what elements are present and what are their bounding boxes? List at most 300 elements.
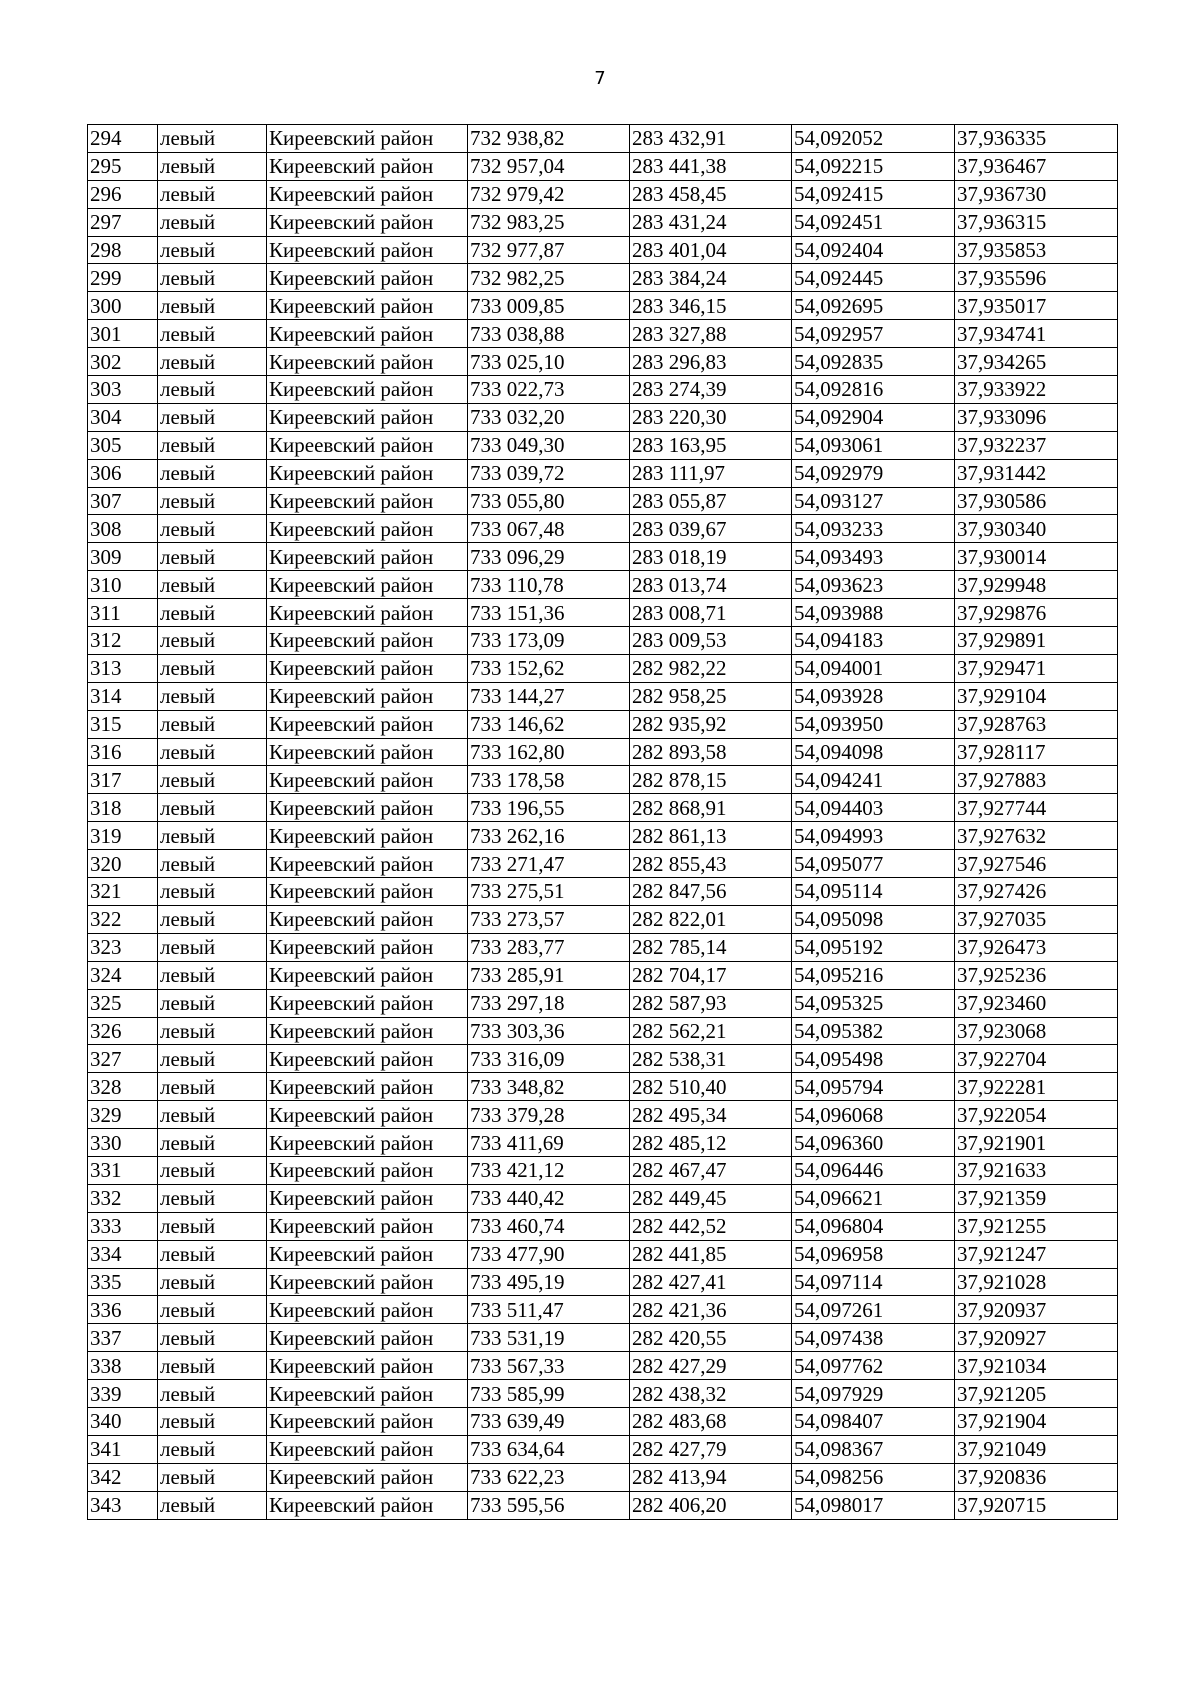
- latitude-cell: 54,093988: [792, 599, 955, 627]
- longitude-cell: 37,931442: [955, 459, 1118, 487]
- table-row: [88, 1156, 1118, 1184]
- longitude-cell: 37,927426: [955, 878, 1118, 906]
- table-row: [88, 1435, 1118, 1463]
- longitude-cell: 37,920836: [955, 1463, 1118, 1491]
- side-cell: левый: [158, 1240, 267, 1268]
- district-cell: Киреевский район: [267, 738, 468, 766]
- latitude-cell: 54,096958: [792, 1240, 955, 1268]
- x-coordinate-cell: 733 595,56: [468, 1491, 630, 1519]
- table-body: [88, 125, 1118, 1520]
- district-cell: Киреевский район: [267, 1268, 468, 1296]
- table-row: [88, 905, 1118, 933]
- table-row: [88, 1045, 1118, 1073]
- side-cell: левый: [158, 1352, 267, 1380]
- longitude-cell: 37,921359: [955, 1184, 1118, 1212]
- longitude-cell: 37,929104: [955, 682, 1118, 710]
- point-number-cell: 324: [88, 961, 158, 989]
- point-number-cell: 320: [88, 850, 158, 878]
- x-coordinate-cell: 733 411,69: [468, 1129, 630, 1157]
- side-cell: левый: [158, 152, 267, 180]
- side-cell: левый: [158, 403, 267, 431]
- table-row: [88, 1380, 1118, 1408]
- longitude-cell: 37,934741: [955, 320, 1118, 348]
- x-coordinate-cell: 733 639,49: [468, 1407, 630, 1435]
- side-cell: левый: [158, 961, 267, 989]
- table-row: [88, 543, 1118, 571]
- latitude-cell: 54,095382: [792, 1017, 955, 1045]
- longitude-cell: 37,932237: [955, 431, 1118, 459]
- side-cell: левый: [158, 1380, 267, 1408]
- latitude-cell: 54,093623: [792, 571, 955, 599]
- table-row: [88, 515, 1118, 543]
- latitude-cell: 54,093493: [792, 543, 955, 571]
- side-cell: левый: [158, 487, 267, 515]
- point-number-cell: 306: [88, 459, 158, 487]
- longitude-cell: 37,923068: [955, 1017, 1118, 1045]
- y-coordinate-cell: 282 785,14: [630, 933, 792, 961]
- latitude-cell: 54,092052: [792, 125, 955, 153]
- table-row: [88, 599, 1118, 627]
- y-coordinate-cell: 282 495,34: [630, 1101, 792, 1129]
- district-cell: Киреевский район: [267, 627, 468, 655]
- latitude-cell: 54,092904: [792, 403, 955, 431]
- point-number-cell: 332: [88, 1184, 158, 1212]
- district-cell: Киреевский район: [267, 599, 468, 627]
- district-cell: Киреевский район: [267, 1240, 468, 1268]
- x-coordinate-cell: 733 096,29: [468, 543, 630, 571]
- point-number-cell: 328: [88, 1073, 158, 1101]
- district-cell: Киреевский район: [267, 682, 468, 710]
- table-row: [88, 766, 1118, 794]
- longitude-cell: 37,921028: [955, 1268, 1118, 1296]
- latitude-cell: 54,092404: [792, 236, 955, 264]
- district-cell: Киреевский район: [267, 1352, 468, 1380]
- latitude-cell: 54,096068: [792, 1101, 955, 1129]
- table-row: [88, 1212, 1118, 1240]
- table-row: [88, 264, 1118, 292]
- table-row: [88, 738, 1118, 766]
- table-row: [88, 1463, 1118, 1491]
- y-coordinate-cell: 282 413,94: [630, 1463, 792, 1491]
- y-coordinate-cell: 283 009,53: [630, 627, 792, 655]
- district-cell: Киреевский район: [267, 1407, 468, 1435]
- side-cell: левый: [158, 989, 267, 1017]
- longitude-cell: 37,921205: [955, 1380, 1118, 1408]
- side-cell: левый: [158, 236, 267, 264]
- x-coordinate-cell: 733 283,77: [468, 933, 630, 961]
- side-cell: левый: [158, 850, 267, 878]
- longitude-cell: 37,936467: [955, 152, 1118, 180]
- longitude-cell: 37,929948: [955, 571, 1118, 599]
- latitude-cell: 54,098367: [792, 1435, 955, 1463]
- latitude-cell: 54,092957: [792, 320, 955, 348]
- table-row: [88, 431, 1118, 459]
- district-cell: Киреевский район: [267, 766, 468, 794]
- district-cell: Киреевский район: [267, 933, 468, 961]
- district-cell: Киреевский район: [267, 905, 468, 933]
- district-cell: Киреевский район: [267, 515, 468, 543]
- district-cell: Киреевский район: [267, 822, 468, 850]
- table-row: [88, 487, 1118, 515]
- side-cell: левый: [158, 1463, 267, 1491]
- longitude-cell: 37,935853: [955, 236, 1118, 264]
- x-coordinate-cell: 733 477,90: [468, 1240, 630, 1268]
- point-number-cell: 312: [88, 627, 158, 655]
- district-cell: Киреевский район: [267, 1491, 468, 1519]
- table-row: [88, 794, 1118, 822]
- point-number-cell: 341: [88, 1435, 158, 1463]
- latitude-cell: 54,095216: [792, 961, 955, 989]
- table-row: [88, 376, 1118, 404]
- y-coordinate-cell: 282 427,29: [630, 1352, 792, 1380]
- district-cell: Киреевский район: [267, 125, 468, 153]
- x-coordinate-cell: 732 983,25: [468, 208, 630, 236]
- latitude-cell: 54,095325: [792, 989, 955, 1017]
- latitude-cell: 54,097762: [792, 1352, 955, 1380]
- district-cell: Киреевский район: [267, 710, 468, 738]
- side-cell: левый: [158, 264, 267, 292]
- x-coordinate-cell: 733 173,09: [468, 627, 630, 655]
- district-cell: Киреевский район: [267, 1435, 468, 1463]
- point-number-cell: 327: [88, 1045, 158, 1073]
- point-number-cell: 317: [88, 766, 158, 794]
- point-number-cell: 297: [88, 208, 158, 236]
- y-coordinate-cell: 282 510,40: [630, 1073, 792, 1101]
- longitude-cell: 37,921904: [955, 1407, 1118, 1435]
- point-number-cell: 330: [88, 1129, 158, 1157]
- table-row: [88, 989, 1118, 1017]
- latitude-cell: 54,094098: [792, 738, 955, 766]
- y-coordinate-cell: 283 346,15: [630, 292, 792, 320]
- x-coordinate-cell: 733 460,74: [468, 1212, 630, 1240]
- y-coordinate-cell: 283 432,91: [630, 125, 792, 153]
- district-cell: Киреевский район: [267, 1101, 468, 1129]
- x-coordinate-cell: 733 196,55: [468, 794, 630, 822]
- longitude-cell: 37,921901: [955, 1129, 1118, 1157]
- district-cell: Киреевский район: [267, 431, 468, 459]
- side-cell: левый: [158, 1184, 267, 1212]
- side-cell: левый: [158, 515, 267, 543]
- y-coordinate-cell: 283 441,38: [630, 152, 792, 180]
- longitude-cell: 37,936730: [955, 180, 1118, 208]
- longitude-cell: 37,921034: [955, 1352, 1118, 1380]
- x-coordinate-cell: 733 152,62: [468, 654, 630, 682]
- latitude-cell: 54,093127: [792, 487, 955, 515]
- x-coordinate-cell: 732 938,82: [468, 125, 630, 153]
- x-coordinate-cell: 733 622,23: [468, 1463, 630, 1491]
- point-number-cell: 308: [88, 515, 158, 543]
- x-coordinate-cell: 733 271,47: [468, 850, 630, 878]
- point-number-cell: 296: [88, 180, 158, 208]
- latitude-cell: 54,095192: [792, 933, 955, 961]
- longitude-cell: 37,921633: [955, 1156, 1118, 1184]
- side-cell: левый: [158, 794, 267, 822]
- district-cell: Киреевский район: [267, 487, 468, 515]
- latitude-cell: 54,097929: [792, 1380, 955, 1408]
- y-coordinate-cell: 283 296,83: [630, 348, 792, 376]
- side-cell: левый: [158, 822, 267, 850]
- x-coordinate-cell: 733 303,36: [468, 1017, 630, 1045]
- table-row: [88, 961, 1118, 989]
- y-coordinate-cell: 282 704,17: [630, 961, 792, 989]
- side-cell: левый: [158, 1045, 267, 1073]
- x-coordinate-cell: 733 273,57: [468, 905, 630, 933]
- point-number-cell: 334: [88, 1240, 158, 1268]
- latitude-cell: 54,095114: [792, 878, 955, 906]
- district-cell: Киреевский район: [267, 376, 468, 404]
- point-number-cell: 343: [88, 1491, 158, 1519]
- y-coordinate-cell: 283 220,30: [630, 403, 792, 431]
- point-number-cell: 333: [88, 1212, 158, 1240]
- side-cell: левый: [158, 459, 267, 487]
- latitude-cell: 54,092215: [792, 152, 955, 180]
- latitude-cell: 54,092979: [792, 459, 955, 487]
- y-coordinate-cell: 282 421,36: [630, 1296, 792, 1324]
- district-cell: Киреевский район: [267, 1184, 468, 1212]
- y-coordinate-cell: 282 449,45: [630, 1184, 792, 1212]
- longitude-cell: 37,928763: [955, 710, 1118, 738]
- side-cell: левый: [158, 1435, 267, 1463]
- point-number-cell: 316: [88, 738, 158, 766]
- latitude-cell: 54,093061: [792, 431, 955, 459]
- y-coordinate-cell: 283 055,87: [630, 487, 792, 515]
- point-number-cell: 323: [88, 933, 158, 961]
- district-cell: Киреевский район: [267, 794, 468, 822]
- y-coordinate-cell: 282 893,58: [630, 738, 792, 766]
- side-cell: левый: [158, 543, 267, 571]
- side-cell: левый: [158, 1407, 267, 1435]
- point-number-cell: 299: [88, 264, 158, 292]
- x-coordinate-cell: 733 146,62: [468, 710, 630, 738]
- district-cell: Киреевский район: [267, 961, 468, 989]
- district-cell: Киреевский район: [267, 571, 468, 599]
- table-row: [88, 1101, 1118, 1129]
- x-coordinate-cell: 733 297,18: [468, 989, 630, 1017]
- side-cell: левый: [158, 933, 267, 961]
- y-coordinate-cell: 282 822,01: [630, 905, 792, 933]
- longitude-cell: 37,921247: [955, 1240, 1118, 1268]
- longitude-cell: 37,921049: [955, 1435, 1118, 1463]
- table-row: [88, 627, 1118, 655]
- x-coordinate-cell: 733 531,19: [468, 1324, 630, 1352]
- point-number-cell: 331: [88, 1156, 158, 1184]
- district-cell: Киреевский район: [267, 543, 468, 571]
- table-row: [88, 208, 1118, 236]
- point-number-cell: 295: [88, 152, 158, 180]
- longitude-cell: 37,920937: [955, 1296, 1118, 1324]
- y-coordinate-cell: 282 467,47: [630, 1156, 792, 1184]
- district-cell: Киреевский район: [267, 878, 468, 906]
- x-coordinate-cell: 733 110,78: [468, 571, 630, 599]
- y-coordinate-cell: 283 008,71: [630, 599, 792, 627]
- table-row: [88, 403, 1118, 431]
- latitude-cell: 54,098407: [792, 1407, 955, 1435]
- y-coordinate-cell: 282 441,85: [630, 1240, 792, 1268]
- latitude-cell: 54,094241: [792, 766, 955, 794]
- side-cell: левый: [158, 599, 267, 627]
- longitude-cell: 37,927883: [955, 766, 1118, 794]
- y-coordinate-cell: 282 562,21: [630, 1017, 792, 1045]
- table-row: [88, 1073, 1118, 1101]
- x-coordinate-cell: 733 025,10: [468, 348, 630, 376]
- point-number-cell: 311: [88, 599, 158, 627]
- y-coordinate-cell: 282 587,93: [630, 989, 792, 1017]
- point-number-cell: 300: [88, 292, 158, 320]
- table-row: [88, 878, 1118, 906]
- point-number-cell: 318: [88, 794, 158, 822]
- table-row: [88, 1296, 1118, 1324]
- latitude-cell: 54,093233: [792, 515, 955, 543]
- side-cell: левый: [158, 208, 267, 236]
- table-row: [88, 152, 1118, 180]
- y-coordinate-cell: 283 039,67: [630, 515, 792, 543]
- table-row: [88, 1184, 1118, 1212]
- longitude-cell: 37,928117: [955, 738, 1118, 766]
- longitude-cell: 37,929891: [955, 627, 1118, 655]
- latitude-cell: 54,092445: [792, 264, 955, 292]
- longitude-cell: 37,921255: [955, 1212, 1118, 1240]
- district-cell: Киреевский район: [267, 1129, 468, 1157]
- y-coordinate-cell: 283 431,24: [630, 208, 792, 236]
- district-cell: Киреевский район: [267, 1045, 468, 1073]
- latitude-cell: 54,098017: [792, 1491, 955, 1519]
- y-coordinate-cell: 282 868,91: [630, 794, 792, 822]
- district-cell: Киреевский район: [267, 208, 468, 236]
- longitude-cell: 37,936335: [955, 125, 1118, 153]
- y-coordinate-cell: 282 438,32: [630, 1380, 792, 1408]
- table-row: [88, 1491, 1118, 1519]
- longitude-cell: 37,922704: [955, 1045, 1118, 1073]
- y-coordinate-cell: 282 861,13: [630, 822, 792, 850]
- point-number-cell: 321: [88, 878, 158, 906]
- x-coordinate-cell: 733 495,19: [468, 1268, 630, 1296]
- district-cell: Киреевский район: [267, 459, 468, 487]
- table-row: [88, 1324, 1118, 1352]
- side-cell: левый: [158, 376, 267, 404]
- x-coordinate-cell: 733 039,72: [468, 459, 630, 487]
- point-number-cell: 329: [88, 1101, 158, 1129]
- side-cell: левый: [158, 1156, 267, 1184]
- table-row: [88, 1407, 1118, 1435]
- y-coordinate-cell: 283 274,39: [630, 376, 792, 404]
- longitude-cell: 37,925236: [955, 961, 1118, 989]
- x-coordinate-cell: 733 262,16: [468, 822, 630, 850]
- y-coordinate-cell: 283 018,19: [630, 543, 792, 571]
- y-coordinate-cell: 282 982,22: [630, 654, 792, 682]
- coordinates-table: [87, 124, 1118, 1520]
- point-number-cell: 310: [88, 571, 158, 599]
- table-row: [88, 236, 1118, 264]
- district-cell: Киреевский район: [267, 236, 468, 264]
- table-row: [88, 571, 1118, 599]
- district-cell: Киреевский район: [267, 320, 468, 348]
- side-cell: левый: [158, 1296, 267, 1324]
- latitude-cell: 54,096360: [792, 1129, 955, 1157]
- x-coordinate-cell: 733 067,48: [468, 515, 630, 543]
- district-cell: Киреевский район: [267, 654, 468, 682]
- side-cell: левый: [158, 1324, 267, 1352]
- point-number-cell: 342: [88, 1463, 158, 1491]
- district-cell: Киреевский район: [267, 292, 468, 320]
- y-coordinate-cell: 283 384,24: [630, 264, 792, 292]
- district-cell: Киреевский район: [267, 152, 468, 180]
- longitude-cell: 37,930340: [955, 515, 1118, 543]
- point-number-cell: 325: [88, 989, 158, 1017]
- longitude-cell: 37,922054: [955, 1101, 1118, 1129]
- point-number-cell: 307: [88, 487, 158, 515]
- latitude-cell: 54,094001: [792, 654, 955, 682]
- side-cell: левый: [158, 1212, 267, 1240]
- district-cell: Киреевский район: [267, 1017, 468, 1045]
- table-row: [88, 459, 1118, 487]
- side-cell: левый: [158, 905, 267, 933]
- point-number-cell: 298: [88, 236, 158, 264]
- district-cell: Киреевский район: [267, 180, 468, 208]
- latitude-cell: 54,094183: [792, 627, 955, 655]
- point-number-cell: 305: [88, 431, 158, 459]
- side-cell: левый: [158, 1101, 267, 1129]
- district-cell: Киреевский район: [267, 348, 468, 376]
- x-coordinate-cell: 733 178,58: [468, 766, 630, 794]
- y-coordinate-cell: 282 958,25: [630, 682, 792, 710]
- point-number-cell: 303: [88, 376, 158, 404]
- point-number-cell: 340: [88, 1407, 158, 1435]
- point-number-cell: 335: [88, 1268, 158, 1296]
- x-coordinate-cell: 733 379,28: [468, 1101, 630, 1129]
- longitude-cell: 37,933096: [955, 403, 1118, 431]
- district-cell: Киреевский район: [267, 989, 468, 1017]
- point-number-cell: 338: [88, 1352, 158, 1380]
- table-row: [88, 933, 1118, 961]
- district-cell: Киреевский район: [267, 1324, 468, 1352]
- longitude-cell: 37,933922: [955, 376, 1118, 404]
- district-cell: Киреевский район: [267, 264, 468, 292]
- district-cell: Киреевский район: [267, 1073, 468, 1101]
- x-coordinate-cell: 733 144,27: [468, 682, 630, 710]
- side-cell: левый: [158, 431, 267, 459]
- table-row: [88, 1240, 1118, 1268]
- point-number-cell: 301: [88, 320, 158, 348]
- latitude-cell: 54,097261: [792, 1296, 955, 1324]
- longitude-cell: 37,927035: [955, 905, 1118, 933]
- latitude-cell: 54,097114: [792, 1268, 955, 1296]
- x-coordinate-cell: 733 348,82: [468, 1073, 630, 1101]
- side-cell: левый: [158, 1017, 267, 1045]
- point-number-cell: 304: [88, 403, 158, 431]
- table-row: [88, 710, 1118, 738]
- side-cell: левый: [158, 125, 267, 153]
- x-coordinate-cell: 732 979,42: [468, 180, 630, 208]
- side-cell: левый: [158, 348, 267, 376]
- longitude-cell: 37,935596: [955, 264, 1118, 292]
- latitude-cell: 54,096804: [792, 1212, 955, 1240]
- latitude-cell: 54,095794: [792, 1073, 955, 1101]
- x-coordinate-cell: 733 055,80: [468, 487, 630, 515]
- y-coordinate-cell: 283 163,95: [630, 431, 792, 459]
- y-coordinate-cell: 282 878,15: [630, 766, 792, 794]
- y-coordinate-cell: 282 427,41: [630, 1268, 792, 1296]
- x-coordinate-cell: 732 982,25: [468, 264, 630, 292]
- point-number-cell: 319: [88, 822, 158, 850]
- table-row: [88, 320, 1118, 348]
- side-cell: левый: [158, 738, 267, 766]
- latitude-cell: 54,092835: [792, 348, 955, 376]
- latitude-cell: 54,092415: [792, 180, 955, 208]
- x-coordinate-cell: 733 162,80: [468, 738, 630, 766]
- side-cell: левый: [158, 1491, 267, 1519]
- latitude-cell: 54,093950: [792, 710, 955, 738]
- y-coordinate-cell: 282 485,12: [630, 1129, 792, 1157]
